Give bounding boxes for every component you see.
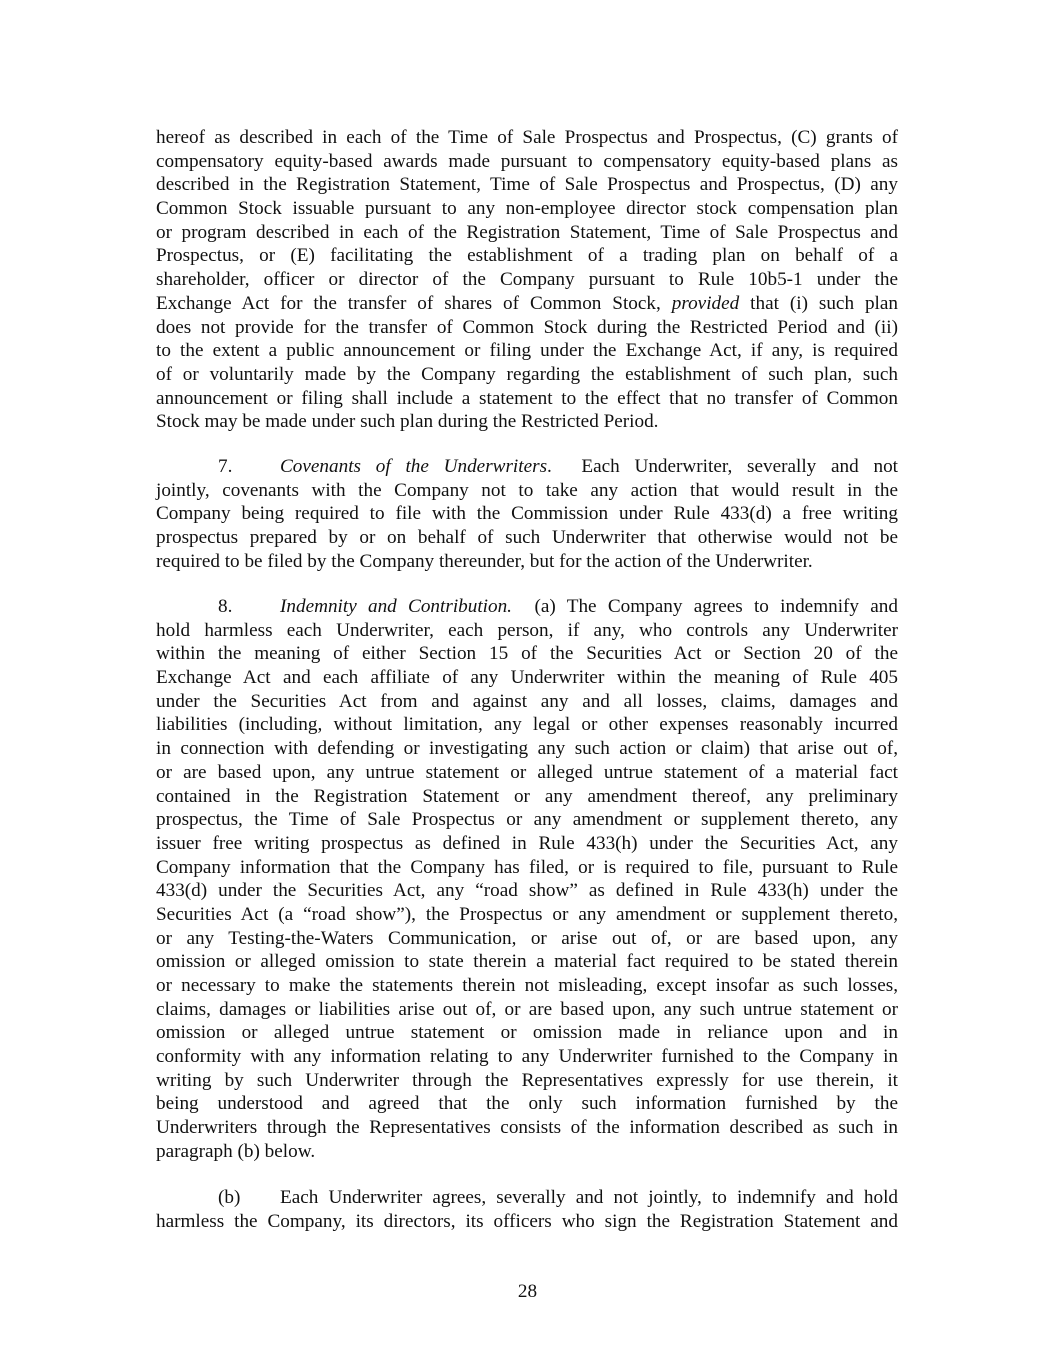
text-line: jointly, covenants with the Company not to take any action that would result in the xyxy=(156,479,898,501)
subsection-label: (b) xyxy=(218,1187,241,1208)
text-line: 433(d) under the Securities Act, any “road show” as defined in Rule 433(h) under the xyxy=(156,880,898,902)
text-line: or program described in each of the Registration Statement, Time of Sale Prospectus and xyxy=(156,221,898,243)
text-line: of or voluntarily made by the Company regarding the establishment of such plan, such xyxy=(156,363,898,385)
text-line: Underwriters through the Representatives consists of the information described as such in xyxy=(156,1117,898,1139)
text-line: or any Testing-the-Waters Communication, or arise out of, or are based upon, any xyxy=(156,927,898,949)
text-line: Common Stock issuable pursuant to any non-employee director stock compensation plan xyxy=(156,198,898,220)
text-line: being understood and agreed that the only such information furnished by the xyxy=(156,1093,898,1115)
text-line: Securities Act (a “road show”), the Prospectus or any amendment or supplement thereto, xyxy=(156,903,898,925)
text-line: Prospectus, or (E) facilitating the establishment of a trading plan on behalf of a xyxy=(156,245,898,267)
text-line: Stock may be made under such plan during the Restricted Period. xyxy=(156,411,659,433)
text-line: does not provide for the transfer of Common Stock during the Restricted Period and (ii) xyxy=(156,316,898,338)
section-8b-paragraph xyxy=(156,1186,898,1233)
text-line: writing by such Underwriter through the Representatives expressly for use therein, it xyxy=(156,1069,898,1091)
section-8-indemnity xyxy=(156,595,898,1164)
text-line: shareholder, officer or director of the Company pursuant to Rule 10b5-1 under the xyxy=(156,269,898,291)
section-7-covenants xyxy=(156,455,898,573)
text-line: conformity with any information relating to any Underwriter furnished to the Company in xyxy=(156,1046,898,1068)
continuation-paragraph xyxy=(156,126,898,434)
text-line: prospectus prepared by or on behalf of such Underwriter that otherwise would not be xyxy=(156,527,898,549)
section-8-first-line: 8. Indemnity and Contribution. (a) The Company agrees to indemnify and xyxy=(218,596,898,617)
text-line: contained in the Registration Statement or any amendment thereof, any preliminary xyxy=(156,785,898,807)
text-line: Company being required to file with the Commission under Rule 433(d) a free writing xyxy=(156,503,898,525)
section-heading: Covenants of the Underwriters xyxy=(280,456,548,477)
text-line: harmless the Company, its directors, its officers who sign the Registration Statement and xyxy=(156,1210,898,1232)
text-line: announcement or filing shall include a statement to the effect that no transfer of Common xyxy=(156,387,898,409)
text-line: Exchange Act for the transfer of shares of Common Stock, provided that (i) such plan xyxy=(156,292,898,314)
text-line: to the extent a public announcement or filing under the Exchange Act, if any, is required xyxy=(156,340,898,362)
text-line: under the Securities Act from and against any and all losses, claims, damages and xyxy=(156,690,898,712)
text-line: issuer free writing prospectus as defined in Rule 433(h) under the Securities Act, any xyxy=(156,832,898,854)
text-line: claims, damages or liabilities arise out of, or are based upon, any such untrue statement or xyxy=(156,998,898,1020)
section-7-first-line: 7. Covenants of the Underwriters. Each Underwriter, severally and not xyxy=(218,456,898,477)
emphasis-provided: provided xyxy=(671,292,740,314)
text-line: or are based upon, any untrue statement or alleged untrue statement of a material fact xyxy=(156,761,898,783)
section-number: 7. xyxy=(218,456,233,477)
text-line: paragraph (b) below. xyxy=(156,1140,316,1162)
section-heading: Indemnity and Contribution. xyxy=(280,596,512,617)
text-line: Company information that the Company has filed, or is required to file, pursuant to Rule xyxy=(156,856,898,878)
text-line: required to be filed by the Company thereunder, but for the action of the Underwriter. xyxy=(156,550,813,572)
text-line: omission or alleged untrue statement or omission made in reliance upon and in xyxy=(156,1022,898,1044)
page-number: 28 xyxy=(517,1281,538,1302)
text-line: hereof as described in each of the Time of Sale Prospectus and Prospectus, (C) grants of xyxy=(156,127,898,148)
text-line: liabilities (including, without limitation, any legal or other expenses reasonably incurred xyxy=(156,714,898,736)
text-line: Exchange Act and each affiliate of any Underwriter within the meaning of Rule 405 xyxy=(156,667,898,689)
text-line: in connection with defending or investigating any such action or claim) that arise out of, xyxy=(156,738,898,760)
text-line: hold harmless each Underwriter, each person, if any, who controls any Underwriter xyxy=(156,619,898,641)
text-line: omission or alleged omission to state therein a material fact required to be stated therein xyxy=(156,951,898,973)
text-line: prospectus, the Time of Sale Prospectus or any amendment or supplement thereto, any xyxy=(156,809,898,831)
text-line: described in the Registration Statement, Time of Sale Prospectus and Prospectus, (D) any xyxy=(156,174,898,196)
text-line: compensatory equity-based awards made pursuant to compensatory equity-based plans as xyxy=(156,150,898,172)
section-8b-first-line: (b) Each Underwriter agrees, severally and not jointly, to indemnify and hold xyxy=(218,1187,898,1208)
text-line: or necessary to make the statements therein not misleading, except insofar as such losses, xyxy=(156,975,898,996)
text-line: within the meaning of either Section 15 of the Securities Act or Section 20 of the xyxy=(156,643,898,665)
section-number: 8. xyxy=(218,596,233,617)
